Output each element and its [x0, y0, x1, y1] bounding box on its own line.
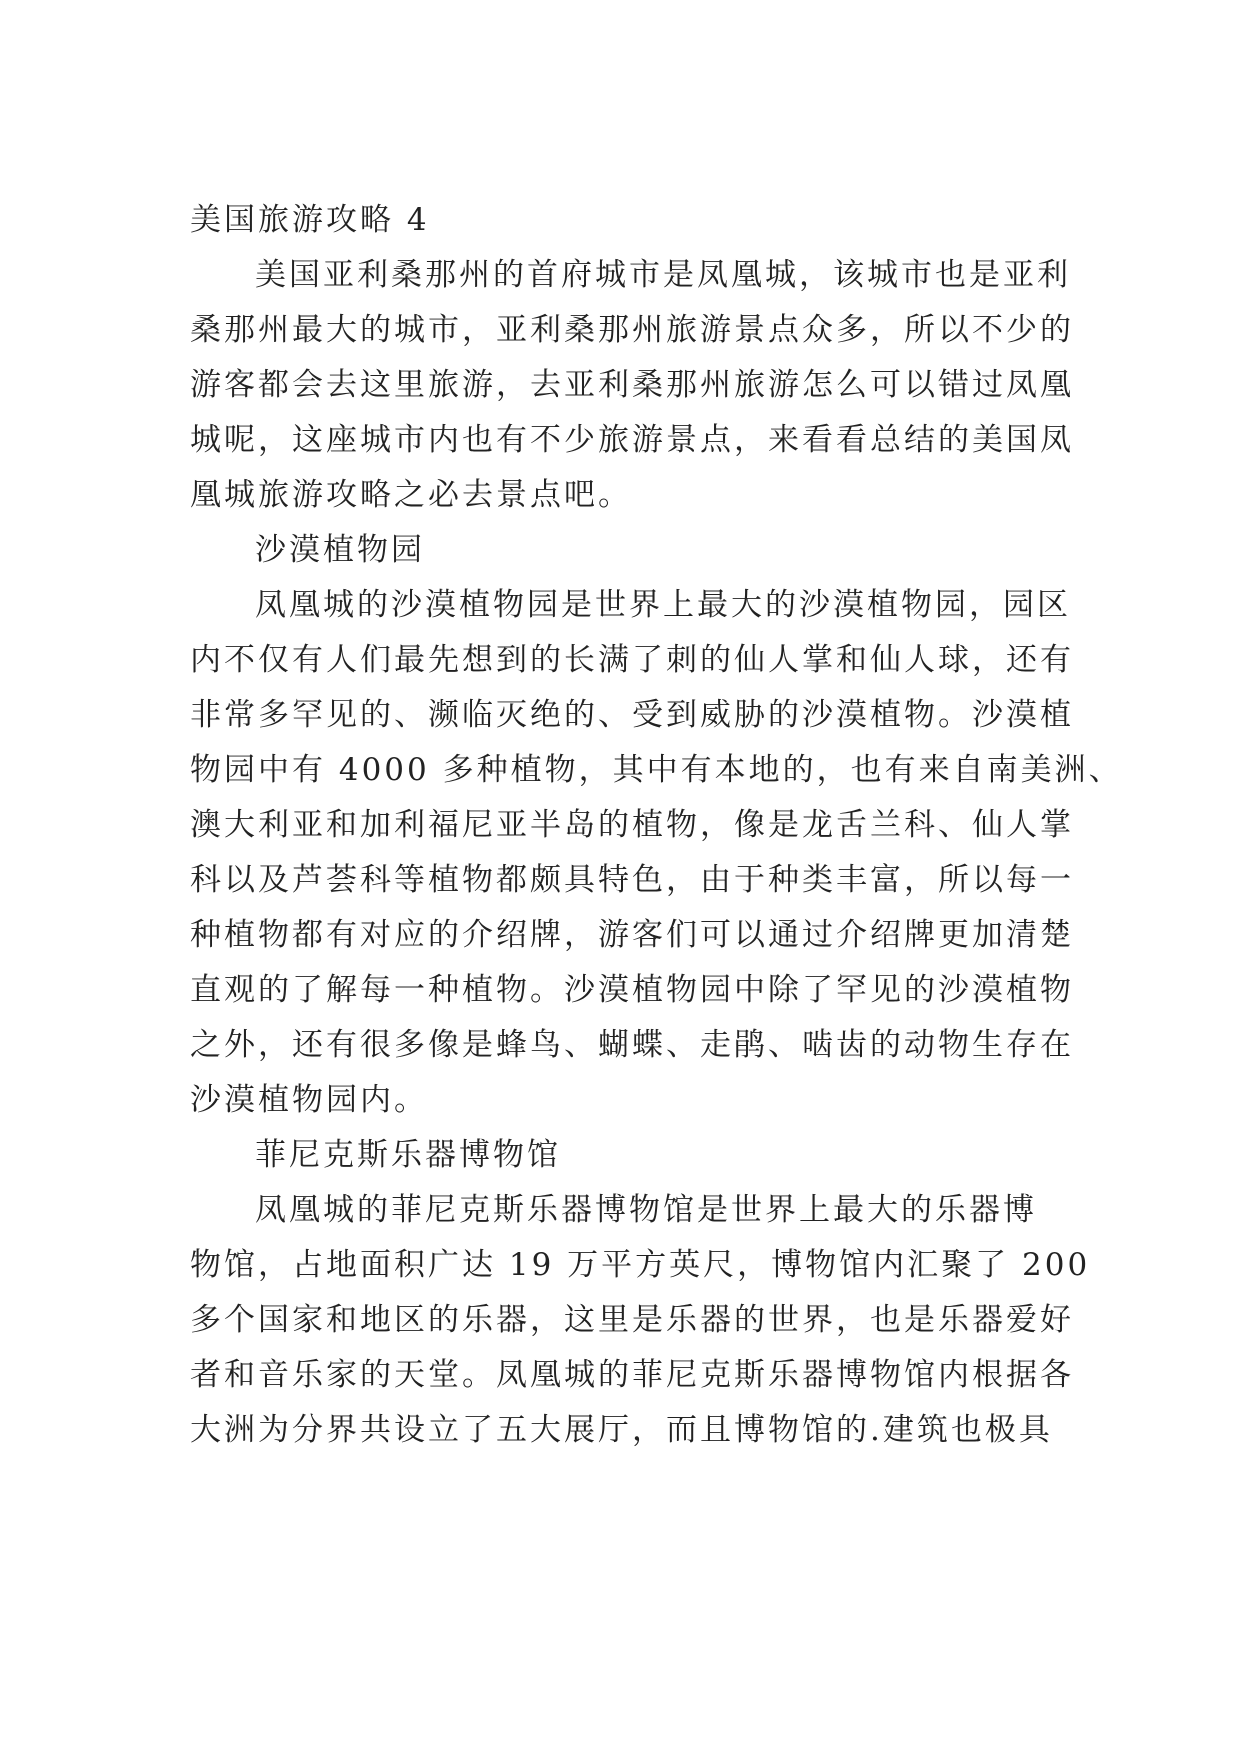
section-heading-instrument-museum: 菲尼克斯乐器博物馆: [255, 1137, 561, 1173]
section1-line: 内不仅有人们最先想到的长满了刺的仙人掌和仙人球，还有: [190, 642, 1074, 678]
section2-line: 者和音乐家的天堂。凤凰城的菲尼克斯乐器博物馆内根据各: [190, 1357, 1074, 1393]
intro-line: 桑那州最大的城市，亚利桑那州旅游景点众多，所以不少的: [190, 312, 1074, 348]
section2-line: 多个国家和地区的乐器，这里是乐器的世界，也是乐器爱好: [190, 1302, 1074, 1338]
section1-line: 非常多罕见的、濒临灭绝的、受到威胁的沙漠植物。沙漠植: [190, 697, 1074, 733]
section-heading-desert-garden: 沙漠植物园: [255, 532, 425, 568]
section1-line: 凤凰城的沙漠植物园是世界上最大的沙漠植物园，园区: [255, 587, 1071, 623]
section1-line: 沙漠植物园内。: [190, 1082, 428, 1118]
section2-line: 物馆，占地面积广达 19 万平方英尺，博物馆内汇聚了 200: [190, 1247, 1091, 1283]
intro-line: 凰城旅游攻略之必去景点吧。: [190, 477, 632, 513]
section1-line: 种植物都有对应的介绍牌，游客们可以通过介绍牌更加清楚: [190, 917, 1074, 953]
section1-line: 直观的了解每一种植物。沙漠植物园中除了罕见的沙漠植物: [190, 972, 1074, 1008]
section2-line: 凤凰城的菲尼克斯乐器博物馆是世界上最大的乐器博: [255, 1192, 1037, 1228]
section1-line: 科以及芦荟科等植物都颇具特色，由于种类丰富，所以每一: [190, 862, 1074, 898]
section1-line: 物园中有 4000 多种植物，其中有本地的，也有来自南美洲、: [190, 752, 1123, 788]
section1-line: 之外，还有很多像是蜂鸟、蝴蝶、走鹃、啮齿的动物生存在: [190, 1027, 1074, 1063]
section2-line: 大洲为分界共设立了五大展厅，而且博物馆的.建筑也极具: [190, 1412, 1053, 1448]
section1-line: 澳大利亚和加利福尼亚半岛的植物，像是龙舌兰科、仙人掌: [190, 807, 1074, 843]
document-title: 美国旅游攻略 4: [190, 202, 430, 238]
intro-line: 美国亚利桑那州的首府城市是凤凰城，该城市也是亚利: [255, 257, 1071, 293]
intro-line: 游客都会去这里旅游，去亚利桑那州旅游怎么可以错过凤凰: [190, 367, 1074, 403]
intro-line: 城呢，这座城市内也有不少旅游景点，来看看总结的美国凤: [190, 422, 1074, 458]
